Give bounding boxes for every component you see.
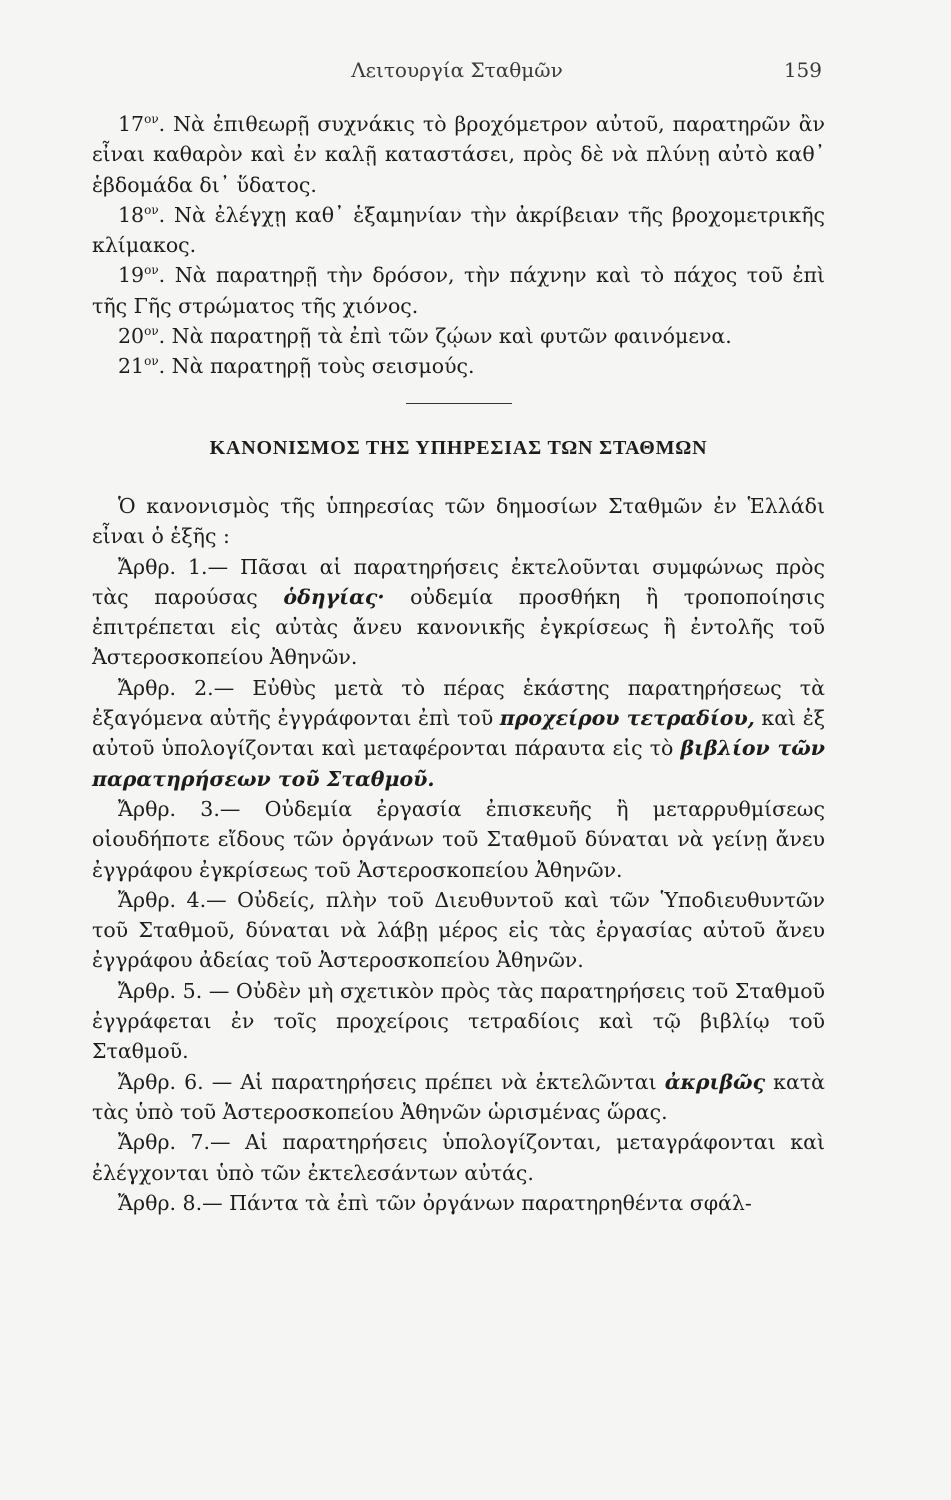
page-number: 159 — [783, 58, 822, 82]
intro-paragraph: Ὁ κανονισμὸς τῆς ὑπηρεσίας τῶν δημοσίων Σταθμῶν ἐν Ἑλλάδι εἶναι ὁ ἑξῆς : — [92, 493, 825, 549]
article-text: — Πᾶσαι αἱ παρατηρήσεις ἐκτελοῦνται συμφώνως πρὸς τὰς παρούσας — [92, 554, 825, 609]
article-5 — [92, 976, 825, 1067]
item-suffix: ον — [144, 354, 159, 369]
emphasis-text: προχείρου τετραδίου, — [499, 706, 755, 731]
article-label: Ἄρθρ. 2. — [118, 675, 214, 700]
article-4 — [92, 885, 825, 976]
article-text: — Οὐδὲν μὴ σχετικὸν πρὸς τὰς παρατηρήσεις τοῦ Σταθμοῦ ἐγγράφεται ἐν τοῖς προχείροις τετραδίοις καὶ τῷ βιβλίῳ τοῦ Σταθμοῦ. — [92, 978, 825, 1064]
list-item-20 — [92, 321, 825, 351]
article-3 — [92, 794, 825, 885]
emphasis-text: ἀκριβῶς — [664, 1069, 766, 1094]
article-text: — Πάντα τὰ ἐπὶ τῶν ὀργάνων παρατηρηθέντα σφάλ- — [202, 1190, 752, 1215]
article-text: — Αἱ παρατηρήσεις ὑπολογίζονται, μεταγράφονται καὶ ἐλέγχονται ὑπὸ τῶν ἐκτελεσάντων αὐτάς. — [92, 1130, 825, 1185]
list-item-17 — [92, 109, 825, 200]
article-label: Ἄρθρ. 8. — [118, 1190, 203, 1215]
section-heading: ΚΑΝΟΝΙΣΜΟΣ ΤΗΣ ΥΠΗΡΕΣΙΑΣ ΤΩΝ ΣΤΑΘΜΩΝ — [209, 436, 708, 459]
article-label: Ἄρθρ. 1. — [118, 554, 208, 579]
article-8 — [92, 1188, 825, 1218]
item-number: 18 — [118, 202, 145, 227]
article-text: κατὰ τὰς ὑπὸ τοῦ Ἀστεροσκοπείου Ἀθηνῶν ὡρισμένας ὥρας. — [92, 1069, 825, 1124]
article-label: Ἄρθρ. 5. — [118, 978, 203, 1003]
article-1 — [92, 552, 825, 673]
item-number: 17 — [118, 112, 145, 136]
item-number: 21 — [118, 354, 145, 379]
article-text: — Αἱ παρατηρήσεις πρέπει νὰ ἐκτελῶνται — [203, 1069, 665, 1094]
article-text: καὶ ἐξ αὐτοῦ ὑπολογίζονται καὶ μεταφέρονται πάραυτα εἰς τὸ — [92, 706, 825, 761]
item-suffix: ον — [144, 112, 159, 127]
list-item-21 — [92, 351, 825, 381]
article-text: — Οὐδείς, πλὴν τοῦ Διευθυντοῦ καὶ τῶν Ὑποδιευθυντῶν τοῦ Σταθμοῦ, δύναται νὰ λάβῃ μέρος εἰς τὰς ἐργασίας αὐτοῦ ἄνευ ἐγγράφου ἀδείας τοῦ Ἀστεροσκοπείου Ἀθηνῶν. — [92, 887, 825, 973]
running-title: Λειτουργία Σταθμῶν — [351, 58, 563, 82]
item-number: 19 — [118, 263, 145, 288]
article-7 — [92, 1127, 825, 1188]
article-label: Ἄρθρ. 7. — [118, 1130, 211, 1155]
item-text: . Νὰ παρατηρῇ τοὺς σεισμούς. — [158, 354, 475, 379]
item-text: . Νὰ παρατηρῇ τὴν δρόσον, τὴν πάχνην καὶ τὸ πάχος τοῦ ἐπὶ τῆς Γῆς στρώματος τῆς χιόνος. — [92, 263, 825, 318]
list-item-18 — [92, 200, 825, 261]
article-2 — [92, 673, 825, 794]
item-text: . Νὰ παρατηρῇ τὰ ἐπὶ τῶν ζῴων καὶ φυτῶν φαινόμενα. — [158, 324, 732, 349]
emphasis-text: ὁδηγίας· — [283, 584, 385, 609]
page-body — [92, 109, 825, 1218]
item-suffix: ον — [144, 203, 159, 218]
article-text: — Εὐθὺς μετὰ τὸ πέρας ἑκάστης παρατηρήσεως τὰ ἐξαγόμενα αὐτῆς ἐγγράφονται ἐπὶ τοῦ — [92, 675, 825, 731]
article-label: Ἄρθρ. 6. — [118, 1069, 204, 1094]
section-divider — [406, 403, 512, 404]
item-text: . Νὰ ἐλέγχῃ καθ᾽ ἑξαμηνίαν τὴν ἀκρίβειαν τῆς βροχομετρικῆς κλίμακος. — [92, 202, 825, 258]
article-6 — [92, 1067, 825, 1128]
list-item-19 — [92, 260, 825, 321]
item-suffix: ον — [144, 324, 159, 339]
article-text: — Οὐδεμία ἐργασία ἐπισκευῆς ἢ μεταρρυθμίσεως οἱουδήποτε εἴδους τῶν ὀργάνων τοῦ Σταθμοῦ δύναται νὰ γείνῃ ἄνευ ἐγγράφου ἐγκρίσεως τοῦ Ἀστεροσκοπείου Ἀθηνῶν. — [92, 796, 825, 882]
article-label: Ἄρθρ. 4. — [118, 887, 207, 912]
article-text: οὐδεμία προσθήκη ἢ τροποποίησις ἐπιτρέπεται εἰς αὐτὰς ἄνευ κανονικῆς ἐγκρίσεως ἢ ἐντολῆς τοῦ Ἀστεροσκοπείου Ἀθηνῶν. — [92, 584, 825, 670]
emphasis-text: βιβλίον τῶν παρατηρήσεων τοῦ Σταθμοῦ. — [92, 736, 825, 791]
item-suffix: ον — [144, 263, 159, 278]
item-number: 20 — [118, 324, 145, 349]
item-text: . Νὰ ἐπιθεωρῇ συχνάκις τὸ βροχόμετρον αὐτοῦ, παρατηρῶν ἂν εἶναι καθαρὸν καὶ ἐν καλῇ καταστάσει, πρὸς δὲ νὰ πλύνῃ αὐτὸ καθ᾽ ἑβδομάδα δι᾽ ὕδατος. — [92, 112, 825, 197]
running-header — [92, 58, 822, 88]
article-label: Ἄρθρ. 3. — [118, 796, 220, 821]
